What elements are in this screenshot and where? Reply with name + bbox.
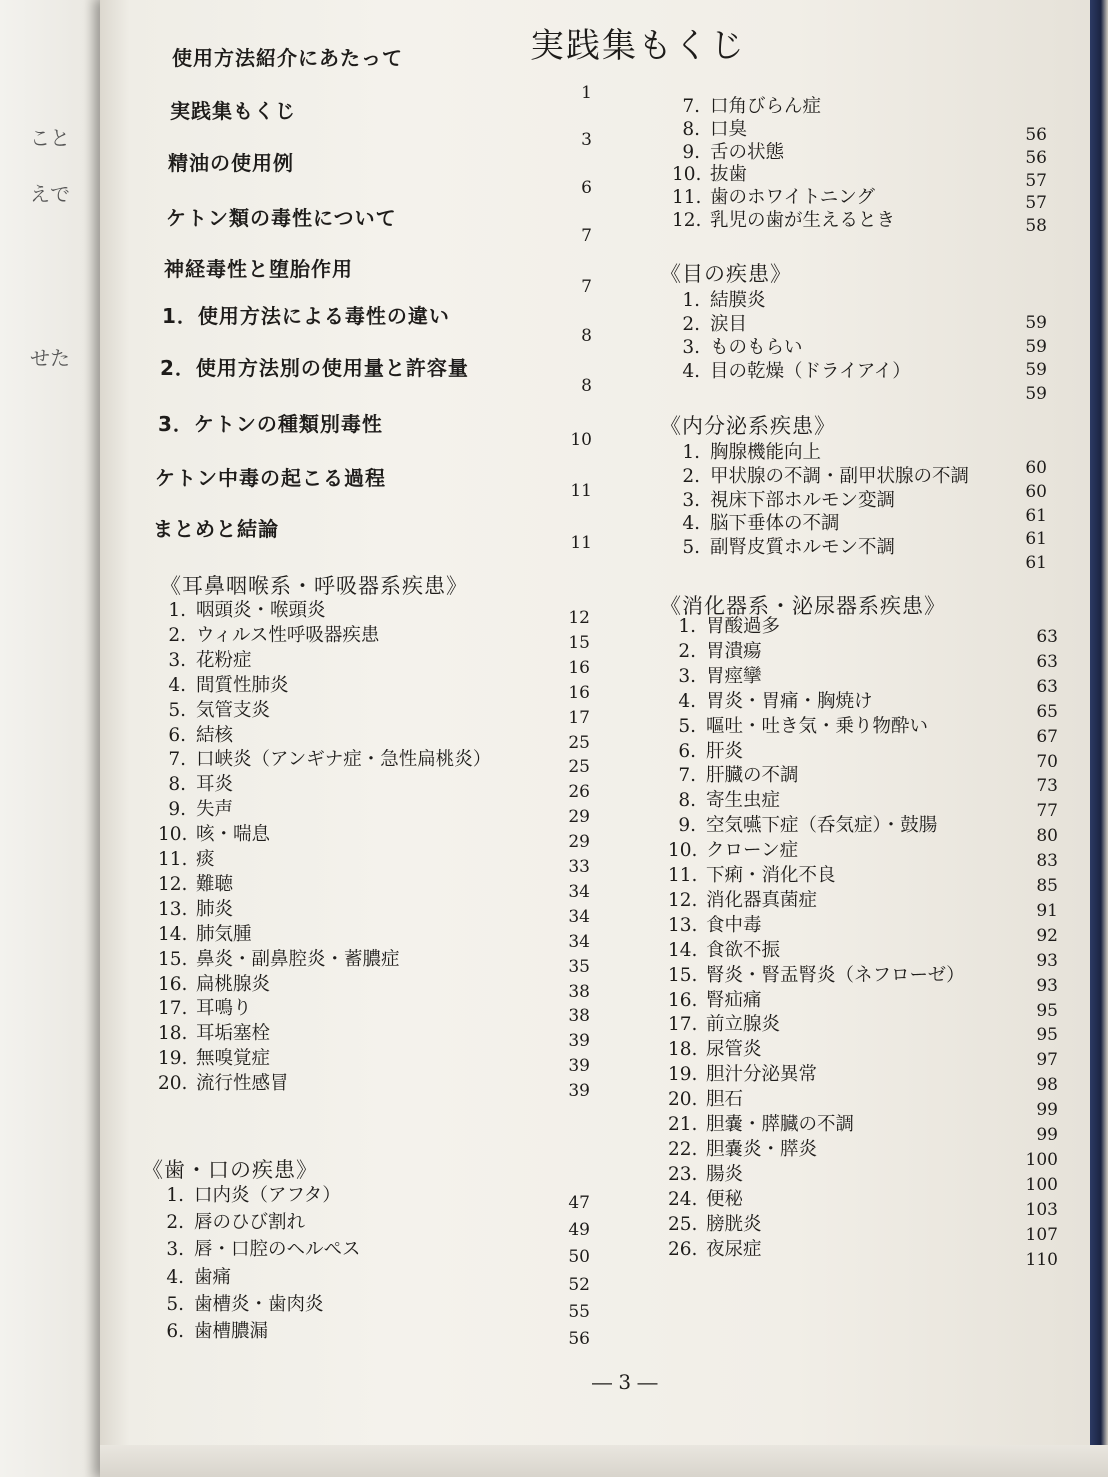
toc-item-page: 17 xyxy=(568,707,590,728)
toc-item-label: 消化器真菌症 xyxy=(706,889,818,911)
toc-item-page: 61 xyxy=(1025,553,1047,574)
toc-item-page: 100 xyxy=(1025,1174,1058,1195)
toc-item xyxy=(668,687,873,713)
toc-item-page: 39 xyxy=(568,1081,590,1102)
toc-item-page: 39 xyxy=(568,1031,590,1052)
toc-item-page: 93 xyxy=(1036,975,1058,996)
toc-item xyxy=(668,1085,743,1111)
toc-item-number: 3. xyxy=(678,665,696,687)
toc-item-page: 25 xyxy=(568,757,590,778)
toc-item-number: 11. xyxy=(158,849,188,870)
toc-item-number: 20. xyxy=(158,1073,188,1095)
toc-item xyxy=(672,509,840,535)
toc-item xyxy=(668,936,780,962)
toc-item-number: 2. xyxy=(166,1212,184,1234)
toc-item-number: 8. xyxy=(682,118,700,140)
toc-item-label: 下痢・消化不良 xyxy=(706,865,836,886)
toc-entry-label: 1．使用方法による毒性の違い xyxy=(162,304,450,328)
toc-item-label: 胆石 xyxy=(706,1089,744,1111)
toc-item-page: 57 xyxy=(1025,170,1047,191)
toc-item-label: 夜尿症 xyxy=(706,1238,762,1260)
toc-item-number: 2. xyxy=(682,313,700,335)
previous-page-text: えで xyxy=(30,182,70,206)
toc-item-page: 83 xyxy=(1036,851,1058,872)
toc-item xyxy=(158,721,233,747)
toc-item-number: 19. xyxy=(668,1064,698,1086)
toc-item-number: 15. xyxy=(158,948,188,970)
toc-item xyxy=(158,945,400,971)
toc-item xyxy=(668,1110,854,1136)
toc-item-label: ものもらい xyxy=(710,337,803,359)
toc-item-label: 胃痙攣 xyxy=(706,665,762,687)
toc-item-page: 67 xyxy=(1036,726,1058,747)
toc-item xyxy=(158,795,233,821)
toc-item-number: 8. xyxy=(678,790,696,812)
toc-item-number: 2. xyxy=(682,465,700,487)
toc-item-label: 膀胱炎 xyxy=(706,1213,762,1235)
toc-item-label: 尿管炎 xyxy=(706,1039,762,1061)
toc-item-page: 93 xyxy=(1036,950,1058,971)
toc-item-label: 胸腺機能向上 xyxy=(710,442,822,463)
toc-item-label: 腎炎・腎盂腎炎（ネフローゼ） xyxy=(706,964,965,986)
section-heading: 《歯・口の疾患》 xyxy=(142,1158,318,1182)
toc-item xyxy=(158,845,215,871)
toc-item-label: 結核 xyxy=(196,724,234,746)
toc-item-label: 胃潰瘍 xyxy=(706,640,762,662)
toc-item-number: 1. xyxy=(168,600,186,621)
toc-item-label: 抜歯 xyxy=(710,164,748,186)
toc-item-number: 2. xyxy=(168,624,186,646)
toc-item-page: 80 xyxy=(1036,826,1058,847)
toc-item-label: 乳児の歯が生えるとき xyxy=(710,210,896,231)
page-bottom-shadow xyxy=(100,1445,1108,1477)
toc-item-label: 胆嚢炎・膵炎 xyxy=(706,1138,818,1160)
toc-entry-label: 3．ケトンの種類別毒性 xyxy=(158,412,383,436)
toc-item-label: 唇・口腔のヘルペス xyxy=(194,1239,361,1261)
toc-item xyxy=(668,961,965,987)
toc-item-number: 9. xyxy=(678,815,696,837)
toc-entry-page: 11 xyxy=(570,481,592,501)
toc-item-number: 13. xyxy=(668,914,698,936)
toc-item-number: 7. xyxy=(682,96,700,117)
toc-item-number: 4. xyxy=(168,674,186,696)
toc-item xyxy=(158,696,270,722)
toc-item xyxy=(668,1185,743,1211)
toc-item-page: 34 xyxy=(568,931,590,952)
previous-page-text: せた xyxy=(30,346,70,370)
toc-item xyxy=(672,462,969,488)
toc-item-label: 結膜炎 xyxy=(710,290,766,311)
toc-item-label: 腎疝痛 xyxy=(706,989,762,1011)
toc-item xyxy=(156,1235,361,1261)
toc-item xyxy=(158,745,491,771)
toc-item-label: 胃炎・胃痛・胸焼け xyxy=(706,690,873,712)
toc-item xyxy=(158,621,379,647)
toc-item xyxy=(156,1208,305,1234)
toc-item-number: 10. xyxy=(158,824,188,846)
toc-item xyxy=(668,886,817,912)
toc-item-page: 98 xyxy=(1036,1075,1058,1096)
toc-item-label: 便秘 xyxy=(706,1188,744,1210)
toc-item-page: 12 xyxy=(568,608,590,628)
toc-item-page: 56 xyxy=(1025,125,1047,145)
toc-item-page: 65 xyxy=(1036,701,1058,722)
toc-item xyxy=(158,646,252,672)
page-title: 実践集もくじ xyxy=(530,26,746,66)
toc-item-label: 無嗅覚症 xyxy=(196,1048,271,1070)
toc-item xyxy=(668,662,762,688)
toc-item-number: 4. xyxy=(678,690,696,712)
toc-item-page: 26 xyxy=(568,782,590,803)
toc-item-number: 2. xyxy=(678,640,696,662)
toc-item-page: 60 xyxy=(1025,481,1047,502)
toc-item-page: 49 xyxy=(568,1220,590,1241)
toc-item-label: 流行性感冒 xyxy=(196,1073,289,1095)
toc-entry-label: まとめと結論 xyxy=(153,517,279,541)
toc-entry-label: ケトン類の毒性について xyxy=(166,206,397,230)
toc-item xyxy=(158,970,270,996)
toc-item xyxy=(668,1210,762,1236)
toc-item-page: 70 xyxy=(1036,751,1058,772)
toc-item xyxy=(158,994,252,1020)
toc-item xyxy=(158,870,233,896)
previous-page-text: こと xyxy=(30,126,70,150)
toc-item-number: 12. xyxy=(668,889,698,911)
toc-item xyxy=(156,1263,231,1289)
toc-item-label: 唇のひび割れ xyxy=(194,1212,306,1234)
toc-entry-page: 7 xyxy=(581,226,592,246)
toc-item-number: 25. xyxy=(668,1213,698,1235)
toc-item xyxy=(672,438,821,464)
toc-entry-label: 神経毒性と堕胎作用 xyxy=(164,257,353,281)
toc-item-label: 視床下部ホルモン変調 xyxy=(710,489,896,511)
toc-item-number: 1. xyxy=(682,442,700,463)
toc-item-page: 35 xyxy=(568,956,590,977)
toc-item-page: 110 xyxy=(1025,1249,1058,1270)
toc-item-number: 12. xyxy=(672,210,702,231)
toc-item xyxy=(672,333,803,359)
toc-item-page: 15 xyxy=(568,632,590,653)
toc-entry-page: 10 xyxy=(570,430,592,450)
toc-entry-page: 7 xyxy=(581,277,592,297)
toc-item-number: 24. xyxy=(668,1188,698,1210)
toc-item-label: 腸炎 xyxy=(706,1163,744,1185)
toc-item-label: 口峡炎（アンギナ症・急性扁桃炎） xyxy=(196,749,492,771)
toc-item-label: 扁桃腺炎 xyxy=(196,973,271,995)
toc-item-number: 7. xyxy=(678,765,696,787)
toc-item-page: 95 xyxy=(1036,1025,1058,1046)
toc-item-label: 難聴 xyxy=(196,873,234,895)
toc-item-page: 77 xyxy=(1036,801,1058,822)
toc-item-page: 34 xyxy=(568,906,590,927)
toc-item-number: 5. xyxy=(682,537,700,559)
toc-item-label: 嘔吐・吐き気・乗り物酔い xyxy=(706,715,929,737)
toc-item-page: 59 xyxy=(1025,336,1047,357)
toc-entry-page: 1 xyxy=(581,83,592,103)
toc-item-label: 歯槽膿漏 xyxy=(194,1321,269,1342)
toc-item xyxy=(668,637,762,663)
section-heading: 《耳鼻咽喉系・呼吸器系疾患》 xyxy=(160,574,468,598)
toc-item-number: 1. xyxy=(166,1185,184,1206)
toc-item xyxy=(158,671,289,697)
toc-item-number: 26. xyxy=(668,1238,698,1260)
toc-item-label: 失声 xyxy=(196,799,234,821)
toc-item-label: 口臭 xyxy=(710,118,748,140)
toc-item-number: 19. xyxy=(158,1048,188,1070)
toc-item-number: 21. xyxy=(668,1114,698,1135)
toc-item-page: 73 xyxy=(1036,776,1058,797)
toc-item-label: 歯のホワイトニング xyxy=(710,187,875,209)
toc-item-page: 56 xyxy=(1025,147,1047,168)
toc-item xyxy=(158,1019,270,1045)
toc-item-label: 間質性肺炎 xyxy=(196,674,289,696)
toc-entry-page: 8 xyxy=(581,376,592,396)
toc-item-number: 11. xyxy=(668,865,698,886)
toc-item-number: 3. xyxy=(682,337,700,359)
toc-item xyxy=(668,712,928,738)
toc-item-page: 38 xyxy=(568,981,590,1002)
toc-item-label: 歯痛 xyxy=(194,1266,232,1288)
toc-item-page: 16 xyxy=(568,682,590,703)
toc-item xyxy=(668,986,762,1012)
toc-item-label: 食中毒 xyxy=(706,914,762,936)
toc-item-page: 97 xyxy=(1036,1050,1058,1071)
toc-item xyxy=(672,357,911,383)
toc-item-number: 18. xyxy=(158,1023,188,1045)
toc-entry-label: 2．使用方法別の使用量と許容量 xyxy=(160,356,469,380)
toc-item xyxy=(158,1069,289,1095)
page-number-footer: ― 3 ― xyxy=(592,1370,658,1394)
toc-item xyxy=(672,533,895,559)
toc-item xyxy=(672,286,766,312)
toc-item-page: 92 xyxy=(1036,925,1058,946)
toc-item xyxy=(158,596,326,622)
toc-item xyxy=(668,612,780,638)
toc-item-number: 13. xyxy=(158,898,188,920)
toc-item-label: 胆汁分泌異常 xyxy=(706,1064,818,1086)
toc-entry-page: 6 xyxy=(581,178,592,198)
toc-item-page: 57 xyxy=(1025,193,1047,214)
toc-item-number: 3. xyxy=(682,489,700,511)
toc-item-page: 59 xyxy=(1025,360,1047,381)
toc-item-page: 91 xyxy=(1036,900,1058,921)
toc-item-page: 47 xyxy=(568,1193,590,1213)
toc-item-label: 涙目 xyxy=(710,313,748,335)
toc-item-label: 耳鳴り xyxy=(196,998,252,1020)
toc-item-page: 55 xyxy=(568,1301,590,1322)
toc-item-page: 103 xyxy=(1025,1199,1058,1220)
toc-item-page: 100 xyxy=(1025,1149,1058,1170)
section-heading: 《消化器系・泌尿器系疾患》 xyxy=(660,594,946,618)
toc-item-label: 甲状腺の不調・副甲状腺の不調 xyxy=(710,465,970,487)
toc-item xyxy=(668,811,937,837)
toc-item-label: 口角びらん症 xyxy=(710,96,822,117)
toc-item-number: 6. xyxy=(168,724,186,746)
toc-item xyxy=(668,1235,762,1261)
toc-item-number: 6. xyxy=(678,740,696,762)
toc-item-number: 14. xyxy=(668,939,698,961)
toc-item-label: 肺炎 xyxy=(196,898,234,920)
toc-item-label: 脳下垂体の不調 xyxy=(710,513,840,535)
toc-item-label: 口内炎（アフタ） xyxy=(194,1185,341,1206)
toc-item xyxy=(668,861,836,887)
toc-item-label: 食欲不振 xyxy=(706,939,781,961)
toc-item-label: 肝臓の不調 xyxy=(706,765,799,787)
toc-item-page: 99 xyxy=(1036,1125,1058,1145)
toc-item-page: 63 xyxy=(1036,627,1058,647)
toc-item-page: 25 xyxy=(568,732,590,753)
toc-item-number: 22. xyxy=(668,1138,698,1160)
toc-item-number: 4. xyxy=(166,1266,184,1288)
toc-item-number: 12. xyxy=(158,873,188,895)
toc-entry-page: 3 xyxy=(581,130,592,150)
toc-item-label: 空気嚥下症（呑気症）・鼓腸 xyxy=(706,815,938,837)
toc-item-number: 10. xyxy=(672,164,702,186)
toc-item-number: 14. xyxy=(158,923,188,945)
toc-item-page: 85 xyxy=(1036,876,1058,896)
toc-item-number: 17. xyxy=(668,1014,698,1036)
toc-item-page: 61 xyxy=(1025,529,1047,550)
toc-item-page: 16 xyxy=(568,657,590,678)
toc-item-number: 16. xyxy=(668,989,698,1011)
toc-item xyxy=(156,1290,324,1316)
toc-item xyxy=(672,486,895,512)
toc-item-label: 鼻炎・副鼻腔炎・蓄膿症 xyxy=(196,948,400,970)
toc-item-number: 9. xyxy=(682,141,700,163)
toc-item-page: 60 xyxy=(1025,458,1047,478)
toc-item-page: 59 xyxy=(1025,313,1047,333)
toc-item xyxy=(668,1010,780,1036)
toc-item-page: 34 xyxy=(568,881,590,902)
toc-item-label: 胃酸過多 xyxy=(706,616,781,637)
toc-item-page: 99 xyxy=(1036,1100,1058,1121)
toc-item xyxy=(158,920,252,946)
toc-item-label: 花粉症 xyxy=(196,649,252,671)
toc-item-label: 寄生虫症 xyxy=(706,790,781,812)
toc-item-number: 3. xyxy=(166,1239,184,1261)
toc-item xyxy=(668,737,743,763)
toc-item-number: 7. xyxy=(168,749,186,771)
toc-item xyxy=(668,786,780,812)
toc-item-label: 痰 xyxy=(196,849,215,870)
toc-item xyxy=(668,1060,817,1086)
toc-item-page: 63 xyxy=(1036,676,1058,697)
toc-item-page: 107 xyxy=(1025,1224,1058,1245)
toc-item xyxy=(672,206,895,232)
toc-item-page: 33 xyxy=(568,857,590,877)
toc-item xyxy=(158,770,233,796)
toc-item xyxy=(158,895,233,921)
toc-item-number: 6. xyxy=(166,1321,184,1342)
toc-item-number: 11. xyxy=(672,187,702,209)
toc-item-page: 50 xyxy=(568,1247,590,1268)
toc-item-label: 気管支炎 xyxy=(196,699,271,721)
toc-entry-page: 8 xyxy=(581,326,592,346)
toc-item-number: 20. xyxy=(668,1089,698,1111)
toc-item-label: 耳炎 xyxy=(196,774,234,796)
toc-item-number: 16. xyxy=(158,973,188,995)
toc-item-number: 10. xyxy=(668,840,698,862)
toc-item-number: 15. xyxy=(668,964,698,986)
toc-entry-label: 使用方法紹介にあたって xyxy=(172,46,403,70)
toc-item-number: 17. xyxy=(158,998,188,1020)
toc-item-label: 副腎皮質ホルモン不調 xyxy=(710,537,896,559)
toc-item-page: 29 xyxy=(568,807,590,828)
toc-item-page: 56 xyxy=(568,1329,590,1349)
toc-item-number: 4. xyxy=(682,360,700,382)
toc-item-number: 4. xyxy=(682,513,700,535)
book-cover-edge xyxy=(1090,0,1108,1477)
toc-item-page: 52 xyxy=(568,1274,590,1295)
toc-item xyxy=(668,1160,743,1186)
toc-item xyxy=(156,1317,268,1343)
toc-item-label: 肝炎 xyxy=(706,740,744,762)
toc-item-page: 39 xyxy=(568,1056,590,1077)
toc-item-label: クローン症 xyxy=(706,840,799,862)
toc-item-number: 23. xyxy=(668,1163,698,1185)
toc-item-page: 63 xyxy=(1036,651,1058,672)
toc-item-number: 5. xyxy=(166,1293,184,1315)
toc-item-number: 5. xyxy=(168,699,186,721)
toc-item-label: 耳垢塞栓 xyxy=(196,1023,271,1045)
toc-item xyxy=(668,761,799,787)
toc-item xyxy=(668,911,762,937)
toc-entry-label: 実践集もくじ xyxy=(170,99,296,123)
toc-item-number: 9. xyxy=(168,799,186,821)
toc-entry-label: 精油の使用例 xyxy=(168,151,294,175)
toc-item-number: 1. xyxy=(678,616,696,637)
toc-item-label: ウィルス性呼吸器疾患 xyxy=(196,624,380,646)
toc-item-number: 18. xyxy=(668,1039,698,1061)
toc-item-label: 胆嚢・膵臓の不調 xyxy=(706,1114,855,1135)
toc-item xyxy=(668,1135,817,1161)
toc-item xyxy=(156,1181,341,1207)
toc-item xyxy=(158,820,270,846)
toc-item-label: 目の乾燥（ドライアイ） xyxy=(710,360,911,382)
toc-item-label: 舌の状態 xyxy=(710,141,785,163)
toc-item-label: 歯槽炎・歯肉炎 xyxy=(194,1293,324,1315)
toc-item xyxy=(158,1044,270,1070)
toc-item-number: 8. xyxy=(168,774,186,796)
section-heading: 《内分泌系疾患》 xyxy=(660,414,836,438)
toc-item-label: 咳・喘息 xyxy=(196,824,271,846)
toc-item-label: 肺気腫 xyxy=(196,923,252,945)
toc-item-number: 5. xyxy=(678,715,696,737)
section-heading: 《目の疾患》 xyxy=(660,262,792,286)
toc-item xyxy=(668,836,798,862)
toc-entry-page: 11 xyxy=(570,533,592,553)
toc-item-page: 38 xyxy=(568,1006,590,1027)
toc-item xyxy=(668,1035,762,1061)
toc-item-label: 咽頭炎・喉頭炎 xyxy=(196,600,326,621)
toc-item-page: 95 xyxy=(1036,1000,1058,1021)
toc-item-page: 29 xyxy=(568,832,590,853)
toc-item-label: 前立腺炎 xyxy=(706,1014,781,1036)
toc-item-page: 58 xyxy=(1025,216,1047,237)
toc-item-page: 61 xyxy=(1025,505,1047,526)
toc-item-number: 3. xyxy=(168,649,186,671)
toc-item-number: 1. xyxy=(682,290,700,311)
toc-entry-label: ケトン中毒の起こる過程 xyxy=(155,466,386,490)
toc-item xyxy=(672,310,747,336)
toc-item-page: 59 xyxy=(1025,383,1047,404)
